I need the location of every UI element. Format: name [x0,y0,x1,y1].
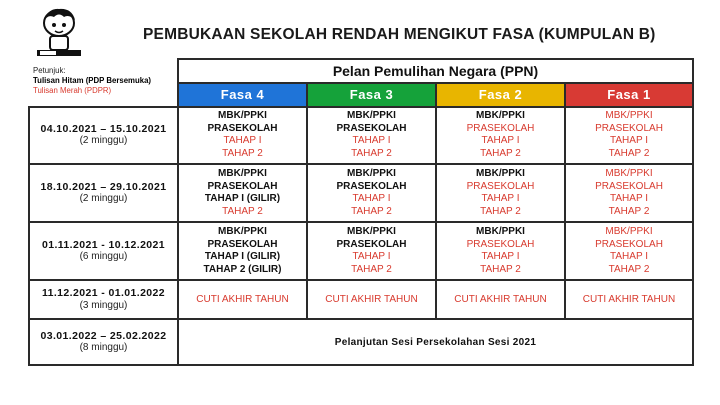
holiday-row [29,280,693,319]
group-entry: TAHAP 2 [608,205,650,217]
group-entry: TAHAP I [352,135,391,147]
group-entry: MBK/PPKI [218,168,267,180]
group-entry: TAHAP I [352,193,391,205]
group-entry: PRASEKOLAH [207,122,278,134]
phase-header-fasa-4: Fasa 4 [178,83,307,107]
holiday-cell-fasa-1: CUTI AKHIR TAHUN [565,280,693,319]
phase-cell-fasa-2 [436,222,565,280]
group-entry: TAHAP 2 [351,147,392,159]
group-entry: MBK/PPKI [218,110,267,122]
group-entry: TAHAP I [481,193,520,205]
phase-cell-fasa-1 [565,107,693,165]
phase-header-fasa-1: Fasa 1 [565,83,693,107]
continuation-label: Pelanjutan Sesi Persekolahan Sesi 2021 [178,319,693,365]
schedule-row [29,164,693,222]
phase-cell-fasa-3 [307,164,436,222]
week-count: (8 minggu) [79,342,128,354]
group-entry: TAHAP 2 [608,147,650,159]
continuation-row [29,319,693,365]
group-entry: PRASEKOLAH [595,238,663,250]
date-cell [29,107,178,165]
group-entry: MBK/PPKI [476,168,525,180]
phase-header-fasa-3: Fasa 3 [307,83,436,107]
holiday-cell-fasa-4: CUTI AKHIR TAHUN [178,280,307,319]
group-entry: TAHAP I [610,135,648,147]
group-entry: TAHAP I (GILIR) [204,193,281,205]
group-entry: MBK/PPKI [605,110,653,122]
holiday-date-cell [29,280,178,319]
ppn-header-row [29,59,693,83]
group-entry: TAHAP 2 [480,147,521,159]
group-entry: MBK/PPKI [218,226,267,238]
date-range: 01.11.2021 - 10.12.2021 [41,238,166,251]
legend-corner-cell [29,59,178,107]
holiday-cell-fasa-3: CUTI AKHIR TAHUN [307,280,436,319]
group-entry: PRASEKOLAH [595,122,663,134]
group-entry: TAHAP I [610,251,648,263]
group-entry: PRASEKOLAH [466,180,535,192]
group-entry: PRASEKOLAH [207,238,278,250]
phase-cell-fasa-3 [307,107,436,165]
group-entry: TAHAP 2 (GILIR) [203,263,282,275]
phase-cell-fasa-3 [307,222,436,280]
phase-cell-fasa-2 [436,107,565,165]
group-entry: TAHAP 2 [608,263,650,275]
school-mascot-logo [34,6,84,60]
group-entry: MBK/PPKI [605,226,653,238]
group-entry: MBK/PPKI [347,168,396,180]
group-entry: PRASEKOLAH [207,180,278,192]
date-cell [29,164,178,222]
group-entry: PRASEKOLAH [336,238,407,250]
group-entry: PRASEKOLAH [595,180,663,192]
week-count: (2 minggu) [79,193,128,205]
group-entry: MBK/PPKI [347,110,396,122]
phase-cell-fasa-1 [565,164,693,222]
week-count: (3 minggu) [79,299,128,311]
group-entry: PRASEKOLAH [466,238,535,250]
schedule-row [29,222,693,280]
date-range: 11.12.2021 - 01.01.2022 [41,287,166,300]
group-entry: TAHAP 2 [351,263,392,275]
date-range: 04.10.2021 – 15.10.2021 [40,122,167,135]
group-entry: TAHAP I [223,135,262,147]
legend-black-text: Tulisan Hitam (PDP Bersemuka) [33,76,151,85]
ppn-header: Pelan Pemulihan Negara (PPN) [178,59,693,83]
legend-red-text: Tulisan Merah (PDPR) [33,86,112,95]
group-entry: PRASEKOLAH [336,122,407,134]
group-entry: MBK/PPKI [476,110,525,122]
phase-header-fasa-2: Fasa 2 [436,83,565,107]
group-entry: TAHAP 2 [222,147,263,159]
group-entry: TAHAP 2 [351,205,392,217]
group-entry: TAHAP I [610,193,648,205]
phase-cell-fasa-4 [178,164,307,222]
page-title: PEMBUKAAN SEKOLAH RENDAH MENGIKUT FASA (KUMPULAN B) [143,26,656,43]
date-cell [29,222,178,280]
week-count: (2 minggu) [79,135,128,147]
schedule-table [28,58,694,366]
holiday-cell-fasa-2: CUTI AKHIR TAHUN [436,280,565,319]
group-entry: PRASEKOLAH [336,180,407,192]
continuation-date-cell [29,319,178,365]
date-range: 03.01.2022 – 25.02.2022 [40,329,167,342]
group-entry: TAHAP 2 [480,263,521,275]
legend-heading: Petunjuk: [33,66,66,75]
group-entry: TAHAP I [481,251,520,263]
group-entry: TAHAP I [481,135,520,147]
group-entry: TAHAP 2 [480,205,521,217]
group-entry: MBK/PPKI [347,226,396,238]
phase-cell-fasa-4 [178,107,307,165]
phase-cell-fasa-1 [565,222,693,280]
group-entry: TAHAP I (GILIR) [204,251,281,263]
week-count: (6 minggu) [79,251,128,263]
group-entry: PRASEKOLAH [466,122,535,134]
group-entry: MBK/PPKI [476,226,525,238]
schedule-row [29,107,693,165]
phase-cell-fasa-4 [178,222,307,280]
date-range: 18.10.2021 – 29.10.2021 [40,180,167,193]
group-entry: TAHAP I [352,251,391,263]
phase-cell-fasa-2 [436,164,565,222]
group-entry: TAHAP 2 [222,205,263,217]
group-entry: MBK/PPKI [605,168,653,180]
